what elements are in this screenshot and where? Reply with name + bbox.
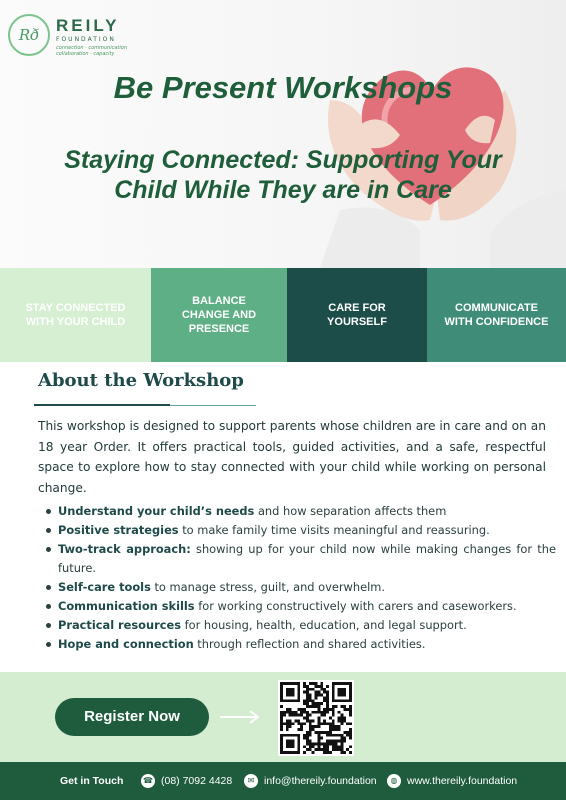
list-item-text: and how separation affects them [254, 504, 447, 518]
list-item-bold: Self-care tools [58, 580, 151, 594]
globe-icon: ◍ [387, 774, 401, 788]
tile-line: PRESENCE [188, 323, 250, 335]
reily-foundation-logo [8, 14, 148, 60]
tile-stay-connected [0, 268, 151, 362]
benefit-list [44, 502, 556, 654]
page-title: Be Present Workshops [113, 70, 453, 105]
website-link[interactable]: www.thereily.foundation [407, 775, 518, 787]
logo-sub: FOUNDATION [56, 36, 116, 43]
about-heading: About the Workshop [38, 370, 244, 391]
arrow-right-icon [218, 708, 262, 726]
list-item [44, 635, 556, 654]
mail-icon: ✉ [244, 774, 258, 788]
tile-line: STAY CONNECTED [25, 302, 126, 314]
divider-accent [34, 404, 170, 406]
get-in-touch-label: Get in Touch [60, 775, 124, 787]
logo-tagline: connection · communication collaboration · capacity [56, 45, 127, 57]
phone-number[interactable]: (08) 7092 4428 [161, 775, 233, 787]
list-item-bold: Practical resources [58, 618, 181, 632]
list-item [44, 521, 556, 540]
list-item-text: showing up for your child now while making changes for the future. [58, 542, 556, 575]
tile-balance-change [151, 268, 287, 362]
phone-icon: ☎ [141, 774, 155, 788]
list-item [44, 502, 556, 521]
list-item-bold: Positive strategies [58, 523, 179, 537]
subtitle-line-2: Child While They are in Care [114, 176, 452, 204]
tile-line: CARE FOR [328, 302, 386, 314]
tile-line: COMMUNICATE [455, 302, 538, 314]
hero-section [0, 0, 566, 268]
tile-line: WITH YOUR CHILD [25, 316, 126, 328]
tile-care-for-yourself [287, 268, 427, 362]
list-item-text: for working constructively with carers and caseworkers. [194, 599, 517, 613]
list-item-text: to manage stress, guilt, and overwhelm. [150, 580, 385, 594]
page-subtitle [0, 145, 566, 205]
list-item-bold: Two-track approach: [58, 542, 191, 556]
list-item [44, 616, 556, 635]
list-item-text: to make family time visits meaningful and reassuring. [178, 523, 490, 537]
list-item-bold: Understand your child’s needs [58, 504, 255, 518]
logo-mark: Rð [8, 14, 50, 56]
list-item-bold: Hope and connection [58, 637, 194, 651]
subtitle-line-1: Staying Connected: Supporting Your [64, 146, 502, 174]
qr-code[interactable] [278, 680, 354, 756]
logo-name: REILY [56, 16, 120, 35]
list-item-text: for housing, health, education, and legal support. [181, 618, 467, 632]
tile-line: BALANCE [192, 295, 246, 307]
theme-tiles [0, 268, 566, 362]
tile-line: WITH CONFIDENCE [444, 316, 549, 328]
list-item [44, 597, 556, 616]
footer [0, 762, 566, 800]
register-now-button[interactable]: Register Now [55, 698, 209, 736]
tile-line: CHANGE AND [181, 309, 257, 321]
tile-line: YOURSELF [327, 316, 387, 328]
email-link[interactable]: info@thereily.foundation [264, 775, 377, 787]
list-item-bold: Communication skills [58, 599, 195, 613]
list-item-text: through reflection and shared activities. [193, 637, 426, 651]
list-item [44, 540, 556, 578]
list-item [44, 578, 556, 597]
about-intro: This workshop is designed to support parents whose children are in care and on an 18 year Order. It offers practical tools, guided activities, and a safe, respectful space to explore how to stay connected with your child while working on personal change. [38, 419, 546, 495]
tile-communicate [427, 268, 566, 362]
